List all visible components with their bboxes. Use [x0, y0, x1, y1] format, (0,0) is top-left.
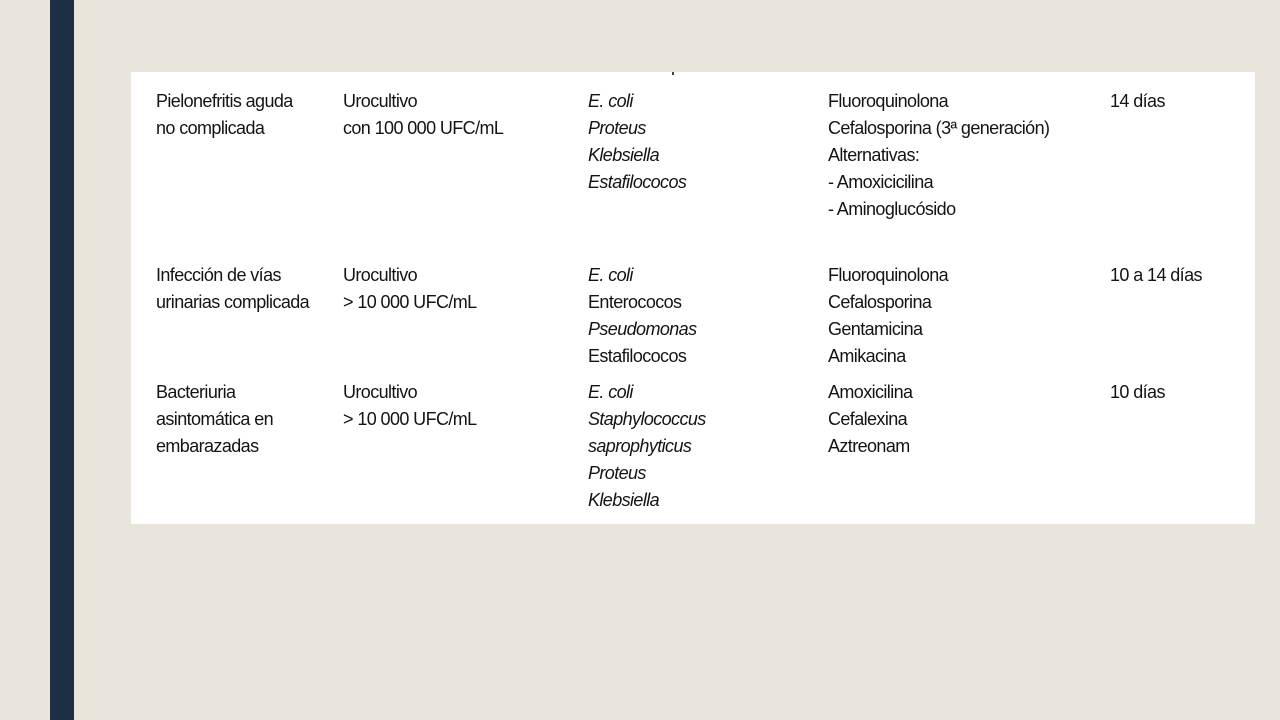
- condition-line: Pielonefritis aguda: [156, 91, 293, 111]
- organism-line: E. coli: [588, 382, 633, 402]
- treatment-cell: [828, 379, 1103, 460]
- treatment-cell: [828, 88, 1103, 223]
- condition-line: embarazadas: [156, 436, 259, 456]
- organism-line: Proteus: [588, 463, 646, 483]
- condition-line: urinarias complicada: [156, 292, 310, 312]
- diagnosis-line: Urocultivo: [343, 265, 418, 285]
- duration-value: 10 a 14 días: [1110, 265, 1202, 285]
- organism-line: Estafilococos: [588, 172, 687, 192]
- treatment-line: Alternativas:: [828, 145, 920, 165]
- organisms-cell: [588, 262, 818, 370]
- treatment-line: - Amoxicicilina: [828, 172, 934, 192]
- diagnosis-line: Urocultivo: [343, 91, 418, 111]
- treatment-line: Aztreonam: [828, 436, 910, 456]
- diagnosis-line: > 10 000 UFC/mL: [343, 409, 477, 429]
- organism-line: Proteus: [588, 118, 646, 138]
- organism-line: saprophyticus: [588, 436, 692, 456]
- treatment-table: [131, 72, 1255, 524]
- treatment-line: Fluoroquinolona: [828, 265, 949, 285]
- treatment-line: Gentamicina: [828, 319, 923, 339]
- condition-line: no complicada: [156, 118, 265, 138]
- organisms-cell: [588, 379, 818, 514]
- duration-value: 14 días: [1110, 91, 1165, 111]
- organism-line: Enterococos: [588, 292, 682, 312]
- diagnosis-cell: [343, 88, 583, 142]
- duration-cell: [1110, 262, 1250, 289]
- slide-accent-bar: [50, 0, 74, 720]
- diagnosis-cell: [343, 379, 583, 433]
- condition-line: Infección de vías: [156, 265, 281, 285]
- treatment-line: Amoxicilina: [828, 382, 913, 402]
- organisms-cell: [588, 88, 818, 196]
- diagnosis-line: con 100 000 UFC/mL: [343, 118, 504, 138]
- treatment-line: Fluoroquinolona: [828, 91, 949, 111]
- organism-line: Klebsiella: [588, 490, 660, 510]
- organism-line: Estafilococos: [588, 346, 687, 366]
- diagnosis-line: > 10 000 UFC/mL: [343, 292, 477, 312]
- organism-line: Klebsiella: [588, 145, 660, 165]
- duration-value: 10 días: [1110, 382, 1165, 402]
- condition-cell: [156, 88, 336, 142]
- treatment-line: Cefalosporina (3ª generación): [828, 118, 1050, 138]
- treatment-line: Amikacina: [828, 346, 906, 366]
- duration-cell: [1110, 379, 1250, 406]
- treatment-cell: [828, 262, 1103, 370]
- condition-line: Bacteriuria: [156, 382, 236, 402]
- table-edge-mark: [672, 72, 674, 75]
- organism-line: Staphylococcus: [588, 409, 706, 429]
- condition-line: asintomática en: [156, 409, 274, 429]
- condition-cell: [156, 262, 336, 316]
- treatment-line: - Aminoglucósido: [828, 199, 956, 219]
- duration-cell: [1110, 88, 1250, 115]
- diagnosis-line: Urocultivo: [343, 382, 418, 402]
- condition-cell: [156, 379, 336, 460]
- diagnosis-cell: [343, 262, 583, 316]
- treatment-line: Cefalexina: [828, 409, 908, 429]
- treatment-line: Cefalosporina: [828, 292, 932, 312]
- organism-line: E. coli: [588, 91, 633, 111]
- organism-line: Pseudomonas: [588, 319, 697, 339]
- organism-line: E. coli: [588, 265, 633, 285]
